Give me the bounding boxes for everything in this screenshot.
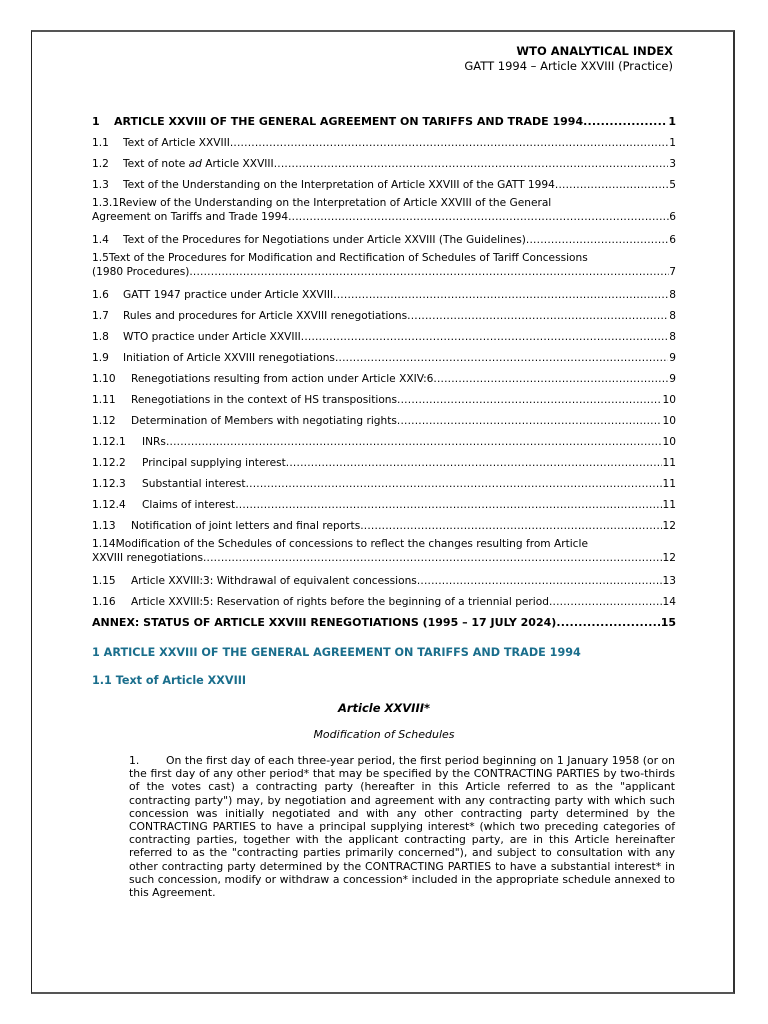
- toc-entry-title: Article XXVIII:3: Withdrawal of equivalent concessions: [131, 575, 417, 587]
- toc-entry-page: 10: [662, 436, 676, 448]
- toc-entry-title: Text of Article XXVIII: [123, 137, 230, 149]
- toc-entry-title: [123, 157, 274, 171]
- toc-leader-dots: [288, 210, 669, 224]
- toc-entry[interactable]: [92, 365, 676, 386]
- toc-leader-dots: [549, 595, 662, 609]
- toc-entry-page: 8: [669, 310, 676, 322]
- section-heading-1-1: 1.1 Text of Article XXVIII: [92, 674, 247, 687]
- toc-leader-dots: [556, 616, 659, 630]
- toc-leader-dots: [246, 477, 662, 491]
- toc-entry-number: 1.5: [92, 252, 109, 264]
- toc-entry-page: 5: [669, 179, 676, 191]
- toc-entry-page: 11: [662, 457, 676, 469]
- toc-leader-dots: [407, 309, 668, 323]
- toc-entry-number: 1.3: [92, 179, 109, 191]
- toc-entry-page: 9: [669, 373, 676, 385]
- toc-entry[interactable]: [92, 226, 676, 247]
- toc-entry-number: 1.11: [92, 394, 116, 406]
- toc-entry-page: 11: [662, 478, 676, 490]
- toc-entry-page: 6: [669, 211, 676, 223]
- toc-entry-page: 3: [669, 158, 676, 170]
- toc-leader-dots: [203, 551, 663, 565]
- toc-leader-dots: [583, 115, 667, 129]
- toc-entry-page: 6: [669, 234, 676, 246]
- toc-entry[interactable]: [92, 247, 676, 281]
- table-of-contents: [92, 108, 676, 630]
- header-title: WTO ANALYTICAL INDEX: [516, 44, 673, 58]
- toc-entry-page: 10: [662, 415, 676, 427]
- toc-entry[interactable]: [92, 323, 676, 344]
- toc-leader-dots: [397, 414, 662, 428]
- toc-entry-title-cont: XXVIII renegotiations: [92, 552, 203, 564]
- toc-entry-number: 1.9: [92, 352, 109, 364]
- toc-leader-dots: [301, 330, 669, 344]
- toc-entry-title: INRs: [142, 436, 166, 448]
- toc-entry-page: 9: [669, 352, 676, 364]
- toc-entry-page: 13: [662, 575, 676, 587]
- toc-entry-number: 1.1: [92, 137, 109, 149]
- running-header: [464, 44, 673, 74]
- toc-leader-dots: [335, 351, 668, 365]
- header-subtitle: GATT 1994 – Article XXVIII (Practice): [464, 59, 673, 73]
- toc-entry-number: 1.6: [92, 289, 109, 301]
- toc-entry-number: 1.7: [92, 310, 109, 322]
- toc-entry-title: Modification of the Schedules of concessions to reflect the changes resulting from Article: [115, 538, 588, 550]
- toc-entry-title: Renegotiations in the context of HS transpositions: [131, 394, 398, 406]
- toc-entry-number: 1.2: [92, 158, 109, 170]
- toc-entry-title: ARTICLE XXVIII OF THE GENERAL AGREEMENT ON TARIFFS AND TRADE 1994: [114, 115, 584, 128]
- toc-entry-title: Text of the Procedures for Negotiations under Article XXVIII (The Guidelines): [123, 234, 526, 246]
- toc-entry[interactable]: [92, 344, 676, 365]
- toc-leader-dots: [360, 519, 661, 533]
- toc-entry[interactable]: [92, 281, 676, 302]
- toc-entry-page: 10: [662, 394, 676, 406]
- toc-title-part: Article XXVIII: [201, 158, 274, 170]
- toc-entry-title: Text of the Procedures for Modification and Rectification of Schedules of Tariff Concessions: [108, 252, 588, 264]
- toc-leader-dots: [397, 393, 661, 407]
- toc-entry-title: GATT 1947 practice under Article XXVIII: [123, 289, 334, 301]
- toc-entry-number: 1.14: [92, 538, 116, 550]
- toc-entry-page: 8: [669, 331, 676, 343]
- toc-entry-title-cont: Agreement on Tariffs and Trade 1994: [92, 211, 289, 223]
- toc-entry[interactable]: [92, 512, 676, 533]
- toc-leader-dots: [555, 178, 668, 192]
- section-heading-1: 1 ARTICLE XXVIII OF THE GENERAL AGREEMENT ON TARIFFS AND TRADE 1994: [92, 646, 581, 659]
- toc-leader-dots: [417, 574, 662, 588]
- toc-entry-number: 1.12.4: [92, 499, 126, 511]
- toc-entry-number: 1.13: [92, 520, 116, 532]
- toc-entry-number: 1.12: [92, 415, 116, 427]
- toc-entry-title: Review of the Understanding on the Interpretation of Article XXVIII of the General: [118, 197, 552, 209]
- toc-entry-title: Renegotiations resulting from action under Article XXIV:6: [131, 373, 434, 385]
- toc-entry-title-cont: (1980 Procedures): [92, 266, 190, 278]
- toc-entry[interactable]: [92, 491, 676, 512]
- article-subtitle: Modification of Schedules: [313, 728, 455, 741]
- toc-entry[interactable]: [92, 470, 676, 491]
- toc-entry-title: Initiation of Article XXVIII renegotiations: [123, 352, 335, 364]
- toc-entry-annex[interactable]: [92, 609, 676, 630]
- toc-entry-title: Notification of joint letters and final reports: [131, 520, 361, 532]
- toc-leader-dots: [274, 157, 669, 171]
- article-paragraph: [129, 754, 675, 899]
- toc-entry-title: Determination of Members with negotiating rights: [131, 415, 397, 427]
- toc-title-part: Text of note: [123, 158, 189, 170]
- toc-entry[interactable]: [92, 428, 676, 449]
- toc-entry[interactable]: [92, 567, 676, 588]
- paragraph-text: On the first day of each three-year period, the first period beginning on 1 January 1958 (or on the first day of any other period* that may be specified by the CONTRACTING PARTIES by two-thirds of the votes cast) a contracting party (hereafter in this Article referred to as the "applicant contracting party") may, by negotiation and agreement with any contracting party with which such concession was initially negotiated and with any other contracting party determined by the CONTRACTING PARTIES to have a principal supplying interest* (which two preceding categories of contracting parties, together with the applicant contracting party, are in this Article hereinafter referred to as the "contracting parties primarily concerned"), and subject to consultation with any other contracting party determined by the CONTRACTING PARTIES to have a substantial interest* in such concession, modify or withdraw a concession* included in the appropriate schedule annexed to this Agreement.: [129, 754, 675, 900]
- toc-entry-number: 1.4: [92, 234, 109, 246]
- toc-title-italic: ad: [188, 158, 202, 170]
- toc-entry-number: 1.10: [92, 373, 116, 385]
- toc-entry[interactable]: [92, 171, 676, 192]
- toc-entry-page: 14: [662, 596, 676, 608]
- toc-entry-number: 1.8: [92, 331, 109, 343]
- toc-entry[interactable]: [92, 386, 676, 407]
- toc-entry[interactable]: [92, 449, 676, 470]
- toc-entry-page: 1: [669, 137, 676, 149]
- toc-entry-number: 1.16: [92, 596, 116, 608]
- toc-leader-dots: [526, 233, 668, 247]
- toc-leader-dots: [333, 288, 668, 302]
- toc-entry-number: 1: [92, 115, 100, 128]
- article-title: Article XXVIII*: [337, 701, 431, 715]
- toc-entry[interactable]: [92, 129, 676, 150]
- toc-entry-page: 15: [660, 616, 676, 629]
- toc-entry-title: Article XXVIII:5: Reservation of rights before the beginning of a triennial period: [131, 596, 549, 608]
- toc-leader-dots: [235, 498, 661, 512]
- toc-entry[interactable]: [92, 407, 676, 428]
- toc-entry-title: WTO practice under Article XXVIII: [123, 331, 301, 343]
- toc-entry-number: 1.12.2: [92, 457, 126, 469]
- toc-entry[interactable]: [92, 108, 676, 129]
- toc-entry-page: 8: [669, 289, 676, 301]
- toc-leader-dots: [286, 456, 662, 470]
- toc-leader-dots: [230, 136, 668, 150]
- toc-entry-number: 1.3.1: [92, 197, 119, 209]
- toc-entry-page: 7: [669, 266, 676, 278]
- toc-entry-title: Text of the Understanding on the Interpretation of Article XXVIII of the GATT 1994: [123, 179, 555, 191]
- toc-entry[interactable]: [92, 588, 676, 609]
- toc-entry-page: 11: [662, 499, 676, 511]
- toc-entry-number: 1.12.3: [92, 478, 126, 490]
- toc-entry[interactable]: [92, 150, 676, 171]
- toc-leader-dots: [189, 265, 669, 279]
- toc-entry[interactable]: [92, 302, 676, 323]
- toc-entry-page: 12: [662, 520, 676, 532]
- document-page: [31, 30, 735, 994]
- toc-leader-dots: [433, 372, 668, 386]
- toc-entry-title: Rules and procedures for Article XXVIII renegotiations: [123, 310, 408, 322]
- toc-leader-dots: [166, 435, 662, 449]
- toc-entry-page: 1: [668, 115, 676, 128]
- toc-entry[interactable]: [92, 533, 676, 567]
- toc-entry-title: Principal supplying interest: [142, 457, 286, 469]
- toc-entry-title: ANNEX: STATUS OF ARTICLE XXVIII RENEGOTIATIONS (1995 – 17 JULY 2024): [92, 616, 557, 629]
- toc-entry-title: Substantial interest: [142, 478, 246, 490]
- toc-entry-number: 1.12.1: [92, 436, 126, 448]
- toc-entry[interactable]: [92, 192, 676, 226]
- toc-entry-number: 1.15: [92, 575, 116, 587]
- toc-entry-title: Claims of interest: [142, 499, 236, 511]
- toc-entry-page: 12: [662, 552, 676, 564]
- paragraph-number: 1.: [129, 754, 140, 767]
